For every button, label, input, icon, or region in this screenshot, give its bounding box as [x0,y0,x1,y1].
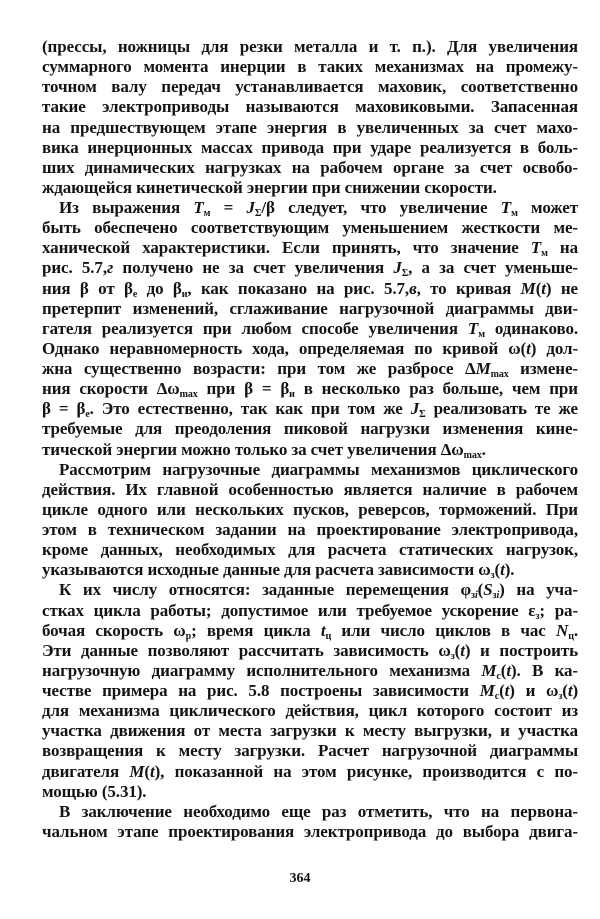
text-line: участка движения от места загрузки к месту выгрузки, и участка [42,721,578,741]
text-line: кроме данных, необходимых для расчета статических нагрузок, [42,540,578,560]
math-symbol: з [490,570,495,582]
text-line: Однако неравномерность хода, определяемая по кривой ω(t) дол- [42,338,578,358]
text-line: стках цикла работы; допустимое или требуемое ускорение $\varepsilon_з$; ра- [42,600,579,622]
math-symbol: е [85,409,90,421]
text-line: ния β от $\beta_е$ до $\beta_и$, как показано на рис. 5.7,в, то кривая M(t) не [42,278,578,300]
math-symbol: и [289,389,295,401]
paragraph [42,460,578,581]
math-symbol: t [460,640,465,660]
math-symbol: и [181,288,188,300]
math-symbol: t [504,681,510,700]
text-line: требуемые для преодоления пиковой нагрузки изменения кине- [42,419,578,439]
text-line: такие электроприводы называются маховиковыми. Запасенная [42,97,578,117]
text-line: жна существенно возрасти: при том же разбросе $\Delta M_{max}$ измене- [42,359,578,380]
text-line: Рассмотрим нагрузочные диаграммы механизмов циклического [59,459,578,479]
math-symbol: е [132,288,138,300]
math-symbol: з [535,610,540,622]
text-line: двигателя M(t), показанной на этом рисунке, производится с по- [42,761,578,781]
math-symbol: M [129,761,145,781]
math-symbol: t [149,761,155,781]
paragraph [42,37,578,198]
text-line: гателя реализуется при любом способе увеличения $T_м$ одинаково. [42,318,579,340]
math-symbol: $t_ц$ [320,620,332,642]
text-line: точном валу передач устанавливается маховик, соответственно [42,77,578,97]
math-symbol: t [526,338,531,358]
math-symbol: t [506,660,511,680]
text-line: возвращения к месту загрузки. Расчет нагрузочной диаграммы [42,741,578,761]
paragraph [42,580,578,801]
math-symbol: $T_м$ [500,198,518,219]
text-line: бочая скорость $\omega_р$; время цикла $t_ц$ или число циклов в час $N_ц$. [42,620,579,642]
math-symbol: $S_{зi}$ [483,580,500,602]
text-line: ших динамических нагрузках на рабочем органе за счет освобо- [42,157,578,177]
text-line: ния скорости $\Delta\omega_{max}$ при $\beta = \beta_и$ в несколько раз больше, чем при [42,379,578,401]
math-symbol: $M_с$ [481,660,501,682]
page-body-text [42,37,578,842]
math-symbol: $M_{max}$ [475,359,509,380]
text-line: К их числу относятся: заданные перемещения $\varphi_{зi}(S_{зi})$ на уча- [59,580,578,602]
text-line: (прессы, ножницы для резки металла и т. п.). Для увеличения [42,37,578,56]
math-symbol: $J_\Sigma$ [410,399,426,421]
text-line: для механизма циклического действия, цикл которого состоит из [42,701,578,721]
text-line: вика инерционных массах привода при ударе реализуется в боль- [42,137,578,157]
math-symbol: t [567,681,573,700]
text-line: мощью (5.31). [42,781,147,801]
text-line: претерпит изменений, сглаживание нагрузочной диаграммы дви- [42,298,578,318]
math-symbol: в [409,278,417,298]
math-symbol: зi [471,590,478,602]
math-symbol: max [179,389,198,401]
text-line: Из выражения $T_м = J_\Sigma/\beta$ следует, что увеличение $T_м$ может [59,198,578,219]
math-symbol: $T_м$ [193,198,211,219]
paragraph [42,802,578,842]
text-line: этом в техническом задании на проектирование электропривода, [42,520,578,539]
text-line: суммарного момента инерции в таких механизмах на промежу- [42,57,578,77]
text-line: на предшествующем этапе энергия в увеличенных за счет махо- [42,117,578,137]
text-line: тической энергии можно только за счет увеличения $\Delta\omega_{max}$. [42,439,486,461]
text-line: $\beta = \beta_е$. Это естественно, так как при том же $J_\Sigma$ реализовать те же [42,399,579,421]
math-symbol: р [185,630,192,642]
text-line: В заключение необходимо еще раз отметить, что на первона- [59,801,578,821]
math-symbol: $M_с$ [479,681,500,702]
text-line: быть обеспечено соответствующим уменьшением жесткости ме- [42,218,578,238]
text-line: ждающейся кинетической энергии при снижении скорости. [42,177,497,197]
text-line: ханической характеристики. Если принять, что значение $T_м$ на [42,238,578,260]
text-line: Эти данные позволяют рассчитать зависимость $\omega_з(t)$ и построить [42,640,578,662]
text-line: цикле одного или нескольких пусков, реверсов, торможений. При [42,499,578,519]
math-symbol: t [541,278,546,298]
math-symbol: max [463,449,482,461]
math-symbol: $T_м$ [530,238,548,260]
math-symbol: t [500,560,505,580]
text-line: нагрузочную диаграмму исполнительного механизма $M_с(t)$. В ка- [42,660,578,682]
page-number: 364 [289,871,311,886]
math-symbol: з [450,650,455,662]
math-symbol: M [520,278,536,298]
text-line: указываются исходные данные для расчета зависимости $\omega_з(t)$. [42,560,515,582]
math-symbol: з [558,691,563,702]
text-line: честве примера на рис. 5.8 построены зависимости $M_с(t)$ и $\omega_з(t)$ [42,681,579,702]
text-line: действия. Их главной особенностью является наличие в рабочем [42,479,578,499]
text-line: рис. 5.7,г получено не за счет увеличения $J_\Sigma$, а за счет уменьше- [42,258,578,280]
math-symbol: $J_\Sigma$ [393,258,409,280]
math-symbol: $T_м$ [467,318,485,340]
math-symbol: г [106,258,114,278]
paragraph [42,198,578,460]
text-line: чальном этапе проектирования электропривода до выбора двига- [42,821,578,841]
math-symbol: $J_\Sigma$ [246,198,262,219]
math-symbol: $N_ц$ [556,620,574,642]
